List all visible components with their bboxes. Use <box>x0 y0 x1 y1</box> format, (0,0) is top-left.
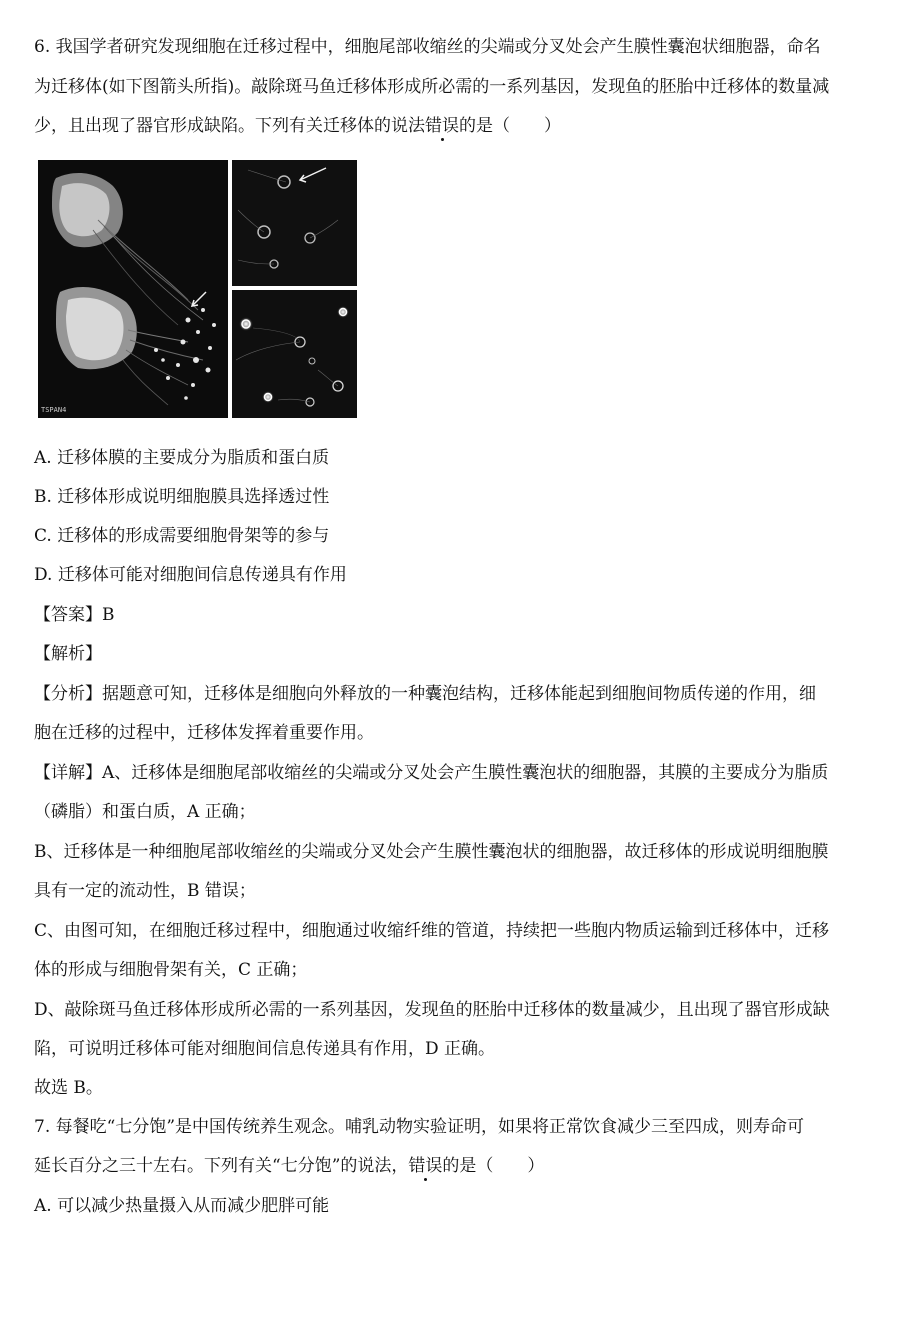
analysis-line: 具有一定的流动性，B 错误； <box>34 881 256 901</box>
analysis-line: （磷脂）和蛋白质，A 正确； <box>34 802 256 822</box>
q6-stem-text: 少，且出现了器官形成缺陷。下列有关迁移体的说法 <box>34 116 425 136</box>
analysis-line: B、迁移体是一种细胞尾部收缩丝的尖端或分叉处会产生膜性囊泡状的细胞器，故迁移体的形成说明细胞膜 <box>34 842 829 862</box>
analysis-line: 体的形成与细胞骨架有关，C 正确； <box>34 960 308 980</box>
analysis-line: C、由图可知，在细胞迁移过程中，细胞通过收缩纤维的管道，持续把一些胞内物质运输到迁移体中，迁移 <box>34 921 830 941</box>
q6-stem-line-1: 6. 我国学者研究发现细胞在迁移过程中，细胞尾部收缩丝的尖端或分叉处会产生膜性囊泡状细胞器，命名 <box>34 37 821 57</box>
emphasis-word: 错误 <box>408 1156 443 1176</box>
emphasis-word: 错误 <box>425 116 459 136</box>
q7-stem-line-1: 7. 每餐吃“七分饱”是中国传统养生观念。哺乳动物实验证明，如果将正常饮食减少三至四成，则寿命可 <box>34 1117 805 1137</box>
analysis-line: 胞在迁移的过程中，迁移体发挥着重要作用。 <box>34 723 374 743</box>
q7-stem-text: 延长百分之三十左右。下列有关“七分饱”的说法， <box>34 1156 409 1176</box>
figure-label: TSPAN4 <box>41 406 67 414</box>
analysis-heading: 【解析】 <box>34 644 102 664</box>
analysis-line: 陷，可说明迁移体可能对细胞间信息传递具有作用，D 正确。 <box>34 1039 496 1059</box>
micrograph-image <box>38 160 357 418</box>
answer-line: 【答案】B <box>34 605 115 625</box>
analysis-line: 【分析】据题意可知，迁移体是细胞向外释放的一种囊泡结构，迁移体能起到细胞间物质传递的作用，细 <box>34 684 816 704</box>
analysis-line: 【详解】A、迁移体是细胞尾部收缩丝的尖端或分叉处会产生膜性囊泡状的细胞器，其膜的主要成分为脂质 <box>34 763 829 783</box>
q7-stem-line-2 <box>34 1154 544 1178</box>
q7-stem-text-end: 的是（ ） <box>442 1156 545 1176</box>
q6-stem-text-end: 的是（ ） <box>459 116 561 136</box>
q7-option-a: A. 可以减少热量摄入从而减少肥胖可能 <box>34 1196 330 1216</box>
analysis-line: D、敲除斑马鱼迁移体形成所必需的一系列基因，发现鱼的胚胎中迁移体的数量减少，且出现了器官形成缺 <box>34 1000 830 1020</box>
migrasome-micrograph-figure <box>38 160 357 418</box>
option-b: B. 迁移体形成说明细胞膜具选择透过性 <box>34 487 330 507</box>
q6-stem-line-2: 为迁移体(如下图箭头所指)。敲除斑马鱼迁移体形成所必需的一系列基因，发现鱼的胚胎中迁移体的数量减 <box>34 77 830 97</box>
conclusion-line: 故选 B。 <box>34 1078 103 1098</box>
option-d: D. 迁移体可能对细胞间信息传递具有作用 <box>34 565 347 585</box>
option-c: C. 迁移体的形成需要细胞骨架等的参与 <box>34 526 330 546</box>
option-a: A. 迁移体膜的主要成分为脂质和蛋白质 <box>34 448 330 468</box>
q6-stem-line-3 <box>34 114 561 138</box>
